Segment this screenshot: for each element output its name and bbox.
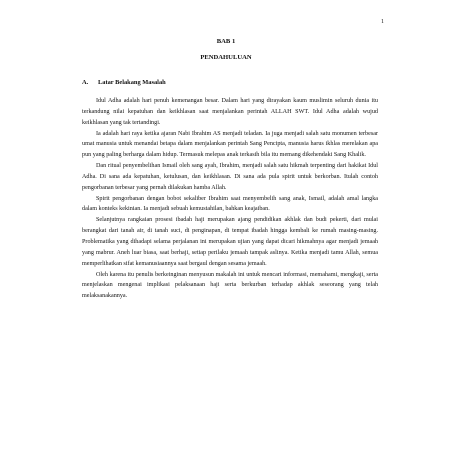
- section-title: Latar Belakang Masalah: [98, 79, 166, 86]
- paragraph: Dan ritual penyembelihan Ismail oleh sang ayah, Ibrahim, menjadi salah satu hikmah terpenting dari hakikat Idul Adha. Di sana ada kepatuhan, ketulusan, dan keikhlasan. Di sana ada pula spirit untuk berkorban. Itulah contoh pengorbanan terbesar yang pernah dilakukan hamba Allah.: [82, 163, 378, 191]
- section-heading: [82, 78, 166, 87]
- paragraph: Selanjutnya rangkaian prosesi ibadah haji merupakan ajang pendidikan akhlak dan budi pekerti, dari mulai berangkat dari tanah air, di tanah suci, di penginapan, di tempat ibadah hingga kembali ke rumah masing-masing. Problematika yang dihadapi selama perjalanan ini merupakan ujian yang dapat dicari hikmahnya agar menjadi jemaah yang mabrur. Aneh luar biasa, saat berhaji, setiap perilaku jemaah tampak aslinya. Ketika menjadi tamu Allah, semua memperlihatkan sifat kemanusiaannya saat bergaul dengan sesama jemaah.: [82, 217, 378, 267]
- paragraph: Ia adalah hari raya ketika ajaran Nabi Ibrahim AS menjadi teladan. Ia juga menjadi salah satu monumen terbesar umat manusia untuk menandai betapa dalam menjalankan perintah Sang Pencipta, manusia harus ikhlas merelakan apa pun yang paling berharga dalam hidup. Termasuk melepas anak terkasih bila itu memang dikehendaki Sang Khalik.: [82, 130, 378, 159]
- paragraph: Idul Adha adalah hari penuh kemenangan besar. Dalam hari yang dirayakan kaum muslimin seluruh dunia itu terkandung nilai kepatuhan dan keikhlasan saat menjalankan perintah ALLAH SWT. Idul Adha adalah wujud keikhlasan yang tak tertandingi.: [82, 98, 378, 126]
- chapter-title: PENDAHULUAN: [200, 54, 252, 61]
- body-text: [82, 96, 378, 302]
- page-number: 1: [381, 19, 384, 25]
- paragraph: Oleh karena itu penulis berkeinginan menyusun makalah ini untuk mencari informasi, memahami, mengkaji, serta menjelaskan mengenai implikasi pelaksanaan haji serta berkurban terhadap akhlak seseorang yang telah melaksanakannya.: [82, 271, 378, 300]
- section-letter: A.: [82, 79, 89, 86]
- chapter-label: BAB 1: [216, 38, 236, 45]
- paragraph: Spirit pengorbanan dengan bobot sekaliber Ibrahim saat menyembelih sang anak, Ismail, adalah amal langka dalam konteks kekinian. Ia menjadi sebuah kemustahilan, bahkan keajaiban.: [82, 195, 378, 213]
